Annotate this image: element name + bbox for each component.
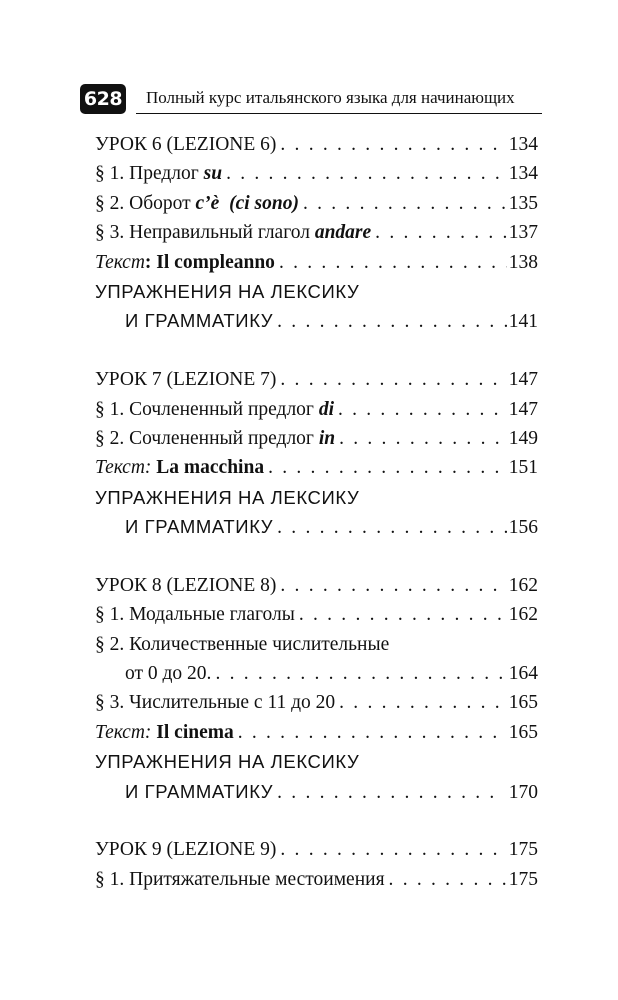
entry-page: 162: [508, 574, 538, 596]
page-number-badge: 628: [80, 84, 126, 114]
toc-entry-l8-s2[interactable]: [95, 659, 538, 688]
entry-title: § 1. Предлог su: [95, 163, 223, 185]
header-rule: [136, 113, 542, 114]
leader-dots: [389, 865, 507, 894]
entry-title: УРОК 6 (LEZIONE 6): [95, 134, 277, 155]
entry-title: Текст: La macchina: [95, 457, 265, 479]
entry-page: 175: [508, 868, 538, 890]
entry-page: 151: [508, 457, 538, 479]
entry-page: 138: [508, 251, 538, 273]
toc-entry-l7-s2[interactable]: [95, 424, 538, 453]
leader-dots: [277, 778, 499, 807]
toc-entry-lesson-8[interactable]: [95, 571, 538, 600]
entry-page: 135: [508, 192, 538, 214]
toc-entry-l8-exercises-line1[interactable]: УПРАЖНЕНИЯ НА ЛЕКСИКУ: [95, 751, 360, 773]
entry-title: Текст: Il cinema: [95, 721, 234, 743]
leader-dots: [279, 248, 507, 277]
toc-entry-l6-s2[interactable]: [95, 189, 538, 218]
entry-title: § 1. Модальные глаголы: [95, 604, 295, 626]
entry-title: § 3. Числительные с 11 до 20: [95, 692, 336, 714]
toc-entry-lesson-6[interactable]: [95, 130, 538, 159]
toc-entry-l8-text[interactable]: [95, 718, 538, 747]
leader-dots: [303, 189, 507, 218]
leader-dots: [280, 130, 506, 159]
entry-page: 156: [508, 517, 538, 539]
entry-page: 175: [508, 839, 538, 861]
entry-title: § 2. Оборот c’è (ci sono): [95, 192, 299, 214]
entry-title: Текст: Il compleanno: [95, 251, 275, 273]
toc-entry-l8-exercises[interactable]: [95, 777, 538, 806]
entry-page: 164: [508, 663, 538, 685]
running-header: [80, 84, 540, 114]
leader-dots: [339, 688, 507, 717]
toc-entry-l6-exercises-line1[interactable]: УПРАЖНЕНИЯ НА ЛЕКСИКУ: [95, 280, 360, 302]
entry-title: И ГРАММАТИКУ: [125, 310, 274, 332]
table-of-contents: [95, 130, 538, 894]
leader-dots: [238, 718, 507, 747]
entry-title: § 1. Притяжательные местоимения: [95, 868, 385, 890]
toc-entry-l8-s1[interactable]: [95, 600, 538, 629]
entry-page: 165: [508, 692, 538, 714]
toc-entry-l6-text[interactable]: [95, 248, 538, 277]
entry-title: УРОК 7 (LEZIONE 7): [95, 369, 277, 391]
toc-entry-l8-s2-line1[interactable]: § 2. Количественные числительные: [95, 633, 390, 655]
toc-entry-lesson-9[interactable]: [95, 835, 538, 864]
entry-page: 134: [508, 163, 538, 185]
entry-title: И ГРАММАТИКУ: [125, 516, 274, 538]
entry-page: 137: [508, 222, 538, 244]
entry-title: УРОК 8 (LEZIONE 8): [95, 574, 277, 596]
leader-dots: [339, 424, 507, 453]
entry-title: от 0 до 20.: [125, 663, 212, 685]
toc-entry-l9-s1[interactable]: [95, 865, 538, 894]
entry-page: 141: [508, 311, 538, 333]
entry-page: 134: [508, 134, 538, 155]
toc-entry-l7-exercises-line1[interactable]: УПРАЖНЕНИЯ НА ЛЕКСИКУ: [95, 486, 360, 508]
entry-page: 170: [508, 781, 538, 803]
leader-dots: [338, 395, 507, 424]
entry-page: 165: [508, 721, 538, 743]
entry-page: 147: [508, 369, 538, 391]
leader-dots: [299, 600, 507, 629]
leader-dots: [226, 159, 507, 188]
toc-entry-l6-s3[interactable]: [95, 218, 538, 247]
entry-title: И ГРАММАТИКУ: [125, 780, 274, 802]
leader-dots: [277, 513, 507, 542]
leader-dots: [375, 218, 507, 247]
entry-title: § 1. Сочлененный предлог di: [95, 398, 334, 420]
leader-dots: [268, 453, 507, 482]
toc-entry-l7-text[interactable]: [95, 453, 538, 482]
entry-title: § 3. Неправильный глагол andare: [95, 222, 372, 244]
entry-page: 147: [508, 398, 538, 420]
toc-entry-l7-s1[interactable]: [95, 395, 538, 424]
toc-entry-l6-s1[interactable]: [95, 159, 538, 188]
toc-entry-l8-s3[interactable]: [95, 688, 538, 717]
leader-dots: [280, 365, 506, 394]
running-title: Полный курс итальянского языка для начинающих: [146, 88, 515, 107]
entry-page: 162: [508, 604, 538, 626]
leader-dots: [280, 571, 506, 600]
leader-dots: [280, 835, 506, 864]
leader-dots: [215, 659, 506, 688]
entry-page: 149: [508, 427, 538, 449]
toc-entry-lesson-7[interactable]: [95, 365, 538, 394]
entry-title: УРОК 9 (LEZIONE 9): [95, 839, 277, 861]
entry-title: § 2. Сочлененный предлог in: [95, 427, 336, 449]
toc-entry-l7-exercises[interactable]: [95, 512, 538, 541]
toc-entry-l6-exercises[interactable]: [95, 306, 538, 335]
leader-dots: [277, 307, 507, 336]
